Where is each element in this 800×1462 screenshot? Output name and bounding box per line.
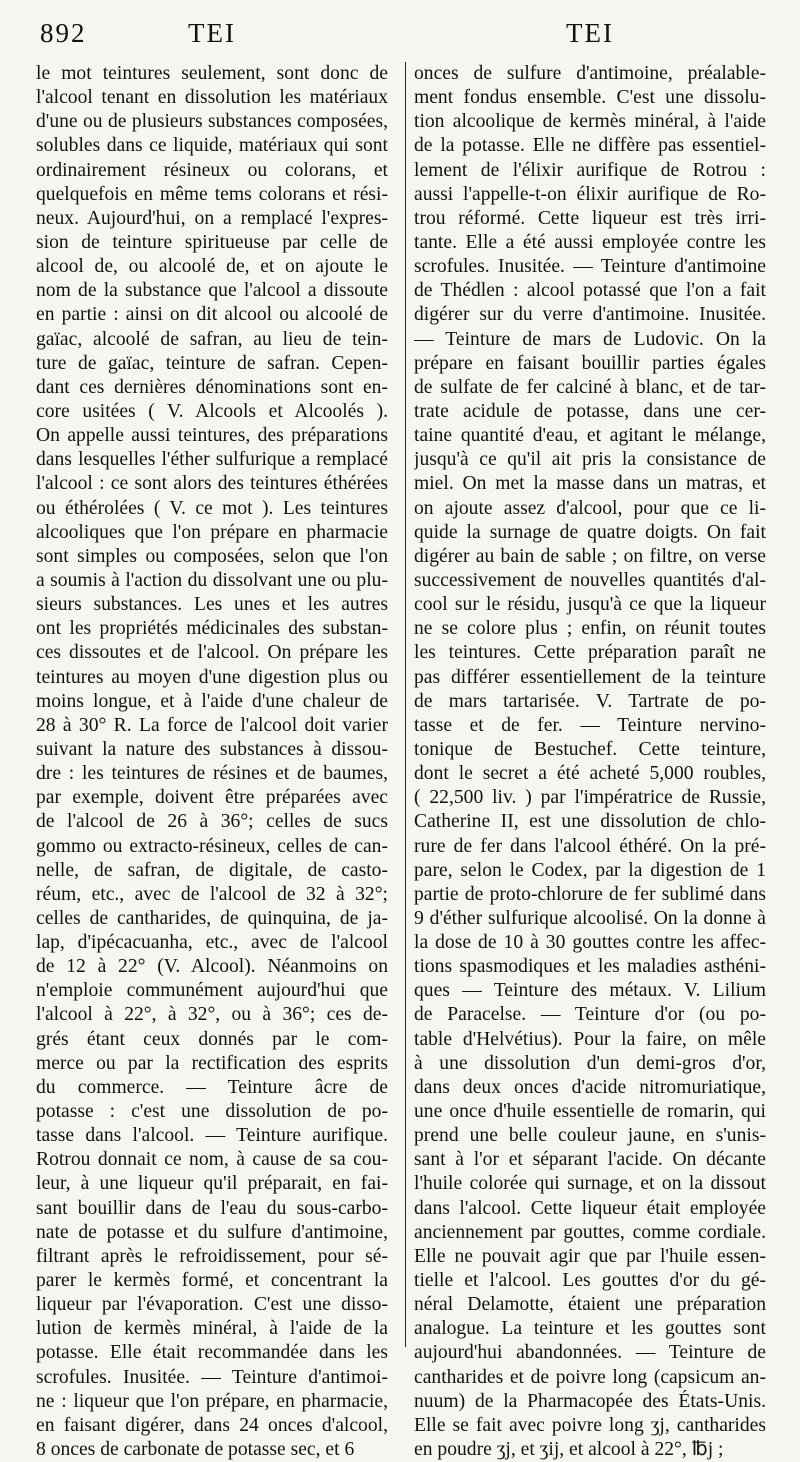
text-line: dont le secret a été acheté 5,000 roubles, [414,763,766,785]
text-line: à une dissolution d'un demi-gros d'or, [414,1052,766,1074]
text-line: trou réformé. Cette liqueur est très irri- [414,207,766,229]
text-line: réum, etc., avec de l'alcool de 32 à 32°; [36,883,388,905]
text-line: 9 d'éther sulfurique alcoolisé. On la donne à [414,907,766,929]
text-line: en partie : ainsi on dit alcool ou alcoolé de [36,304,388,326]
text-line: potasse. Elle était recommandée dans les [36,1342,388,1364]
text-line: aussi l'appelle-t-on élixir aurifique de Ro- [414,183,766,205]
text-line: alcool de, ou alcoolé de, et on ajoute le [36,256,388,278]
text-line: On appelle aussi teintures, des préparations [36,425,388,447]
text-line: dant ces dernières dénominations sont en- [36,376,388,398]
text-line: de Paracelse. — Teinture d'or (ou po- [414,1004,766,1026]
text-line: merce ou par la rectification des esprits [36,1052,388,1074]
page-number: 892 [40,18,87,48]
text-line: dans deux onces d'acide nitromuriatique, [414,1076,766,1098]
text-line: scrofules. Inusitée. — Teinture d'antimoi- [36,1366,388,1388]
text-line: Catherine II, est une dissolution de chlo- [414,811,766,833]
text-line: ou éthérolées ( V. ce mot ). Les teintures [36,497,388,519]
text-line: prépare en faisant bouillir parties égales [414,352,766,374]
text-line: l'alcool à 22°, à 32°, ou à 36°; ces de- [36,1004,388,1026]
text-line: dans lesquelles l'éther sulfurique a remplacé [36,449,388,471]
text-line: ces dissoutes et de l'alcool. On prépare les [36,642,388,664]
text-line: tielle et l'alcool. Les gouttes d'or du gé- [414,1270,766,1292]
text-line: gaïac, alcoolé de safran, au lieu de tein- [36,328,388,350]
text-line: ont les propriétés médicinales des substan- [36,618,388,640]
text-line: ques — Teinture des métaux. V. Lilium [414,980,766,1002]
text-line: ( 22,500 liv. ) par l'impératrice de Russie, [414,787,766,809]
text-line: successivement de nouvelles quantités d'al- [414,569,766,591]
text-line: l'huile colorée qui surnage, et on la dissout [414,1173,766,1195]
text-line: suivant la nature des substances à dissou- [36,738,388,760]
text-line: liqueur par l'évaporation. C'est une disso- [36,1294,388,1316]
left-text-column [36,62,388,1462]
text-line: neux. Aujourd'hui, on a remplacé l'expres- [36,207,388,229]
text-line: tasse dans l'alcool. — Teinture aurifique. [36,1125,388,1147]
text-line: moins longue, et à l'aide d'une chaleur de [36,690,388,712]
text-line: la dose de 10 à 30 gouttes contre les affec- [414,932,766,954]
text-line: taine quantité d'eau, et agitant le mélange, [414,425,766,447]
text-line: gommo ou extracto-résineux, celles de can- [36,835,388,857]
text-line: de l'alcool de 26 à 36°; celles de sucs [36,811,388,833]
text-line: anciennement par gouttes, comme cordiale. [414,1221,766,1243]
text-line: partie de proto-chlorure de fer sublimé dans [414,883,766,905]
text-line: 28 à 30° R. La force de l'alcool doit varier [36,714,388,736]
text-line: leur, à une liqueur qu'il préparait, en fai- [36,1173,388,1195]
text-line: parer le kermès formé, et concentrant la [36,1270,388,1292]
text-line: digérer au bain de sable ; on filtre, on verse [414,545,766,567]
text-line: de mars tartarisée. V. Tartrate de po- [414,690,766,712]
text-line: ture de gaïac, teinture de safran. Cepen- [36,352,388,374]
text-line: le mot teintures seulement, sont donc de [36,63,388,84]
text-line: solubles dans ce liquide, matériaux qui sont [36,135,388,157]
text-line: nelle, de safran, de digitale, de casto- [36,859,388,881]
text-line: lution de kermès minéral, à l'aide de la [36,1318,388,1340]
text-line: sont simples ou composées, selon que l'on [36,545,388,567]
text-line: on ajoute assez d'alcool, pour que ce li- [414,497,766,519]
text-line: grés étant ceux donnés par le com- [36,1028,388,1050]
text-line: d'une ou de plusieurs substances composées, [36,111,388,133]
text-line: ordinairement résineux ou colorans, et [36,159,388,181]
text-line: les teintures. Cette préparation paraît ne [414,642,766,664]
text-line: 8 onces de carbonate de potasse sec, et 6 [36,1439,355,1461]
text-line: Elle ne pouvait agir que par l'huile essen- [414,1245,766,1267]
column-divider [405,62,406,1347]
text-line: de la potasse. Elle ne diffère pas essentiel- [414,135,766,157]
text-line: tasse et de fer. — Teinture nervino- [414,714,766,736]
text-line: aujourd'hui abandonnées. — Teinture de [414,1342,766,1364]
text-line: nate de potasse et du sulfure d'antimoine, [36,1221,388,1243]
text-line: rure de fer dans l'alcool éthéré. On la pré- [414,835,766,857]
text-line: dans l'alcool. Cette liqueur était employée [414,1197,766,1219]
text-line: pas différer essentiellement de la teinture [414,666,766,688]
text-line: en faisant digérer, dans 24 onces d'alcool, [36,1414,388,1436]
right-running-head: TEI [566,18,614,48]
text-line: n'emploie communément aujourd'hui que [36,980,388,1002]
text-line: dre : les teintures de résines et de baumes, [36,763,388,785]
text-line: core usitées ( V. Alcools et Alcoolés ). [36,400,388,422]
right-text-column [414,62,766,1462]
text-line: par exemple, doivent être préparées avec [36,787,388,809]
text-line: nom de la substance que l'alcool a dissoute [36,280,388,302]
text-line: sant bouillir dans de l'eau du sous-carbo- [36,1197,388,1219]
text-line: de 12 à 22° (V. Alcool). Néanmoins on [36,956,388,978]
text-line: trate acidule de potasse, dans une cer- [414,400,766,422]
text-line: onces de sulfure d'antimoine, préalable- [414,63,766,84]
text-line: l'alcool : ce sont alors des teintures éthérées [36,473,388,495]
text-line: sion de teinture spiritueuse par celle de [36,231,388,253]
text-line: potasse : c'est une dissolution de po- [36,1101,388,1123]
text-line: table d'Helvétius). Pour la faire, on mêle [414,1028,766,1050]
text-line: en poudre ʒj, et ʒij, et alcool à 22°, ℔j ; [414,1439,724,1461]
text-line: néral Delamotte, étaient une préparation [414,1294,766,1316]
text-line: de sulfate de fer calciné à blanc, et de tar- [414,376,766,398]
text-line: cool sur le résidu, jusqu'à ce que la liqueur [414,594,766,616]
text-line: ne se colore plus ; enfin, on réunit toutes [414,618,766,640]
text-line: lement de l'élixir aurifique de Rotrou : [414,159,766,181]
text-line: teintures au moyen d'une digestion plus ou [36,666,388,688]
text-line: alcooliques que l'on prépare en pharmacie [36,521,388,543]
text-line: filtrant après le refroidissement, pour sé- [36,1245,388,1267]
text-line: — Teinture de mars de Ludovic. On la [414,328,766,350]
text-line: du commerce. — Teinture âcre de [36,1076,388,1098]
left-running-head: TEI [188,18,236,48]
text-line: sant à l'or et séparant l'acide. On décante [414,1149,766,1171]
text-line: tante. Elle a été aussi employée contre les [414,231,766,253]
text-line: scrofules. Inusitée. — Teinture d'antimoine [414,256,766,278]
text-line: tions spasmodiques et les maladies asthéni- [414,956,766,978]
text-line: tonique de Bestuchef. Cette teinture, [414,738,766,760]
text-line: analogue. La teinture et les gouttes sont [414,1318,766,1340]
text-line: miel. On met la masse dans un matras, et [414,473,766,495]
text-line: cantharides et de poivre long (capsicum an- [414,1366,766,1388]
text-line: jusqu'à ce qu'il ait pris la consistance de [414,449,766,471]
text-line: prend une belle couleur jaune, en s'unis- [414,1125,766,1147]
text-line: a soumis à l'action du dissolvant une ou plu- [36,569,388,591]
text-line: Rotrou donnait ce nom, à cause de sa cou- [36,1149,388,1171]
running-header [0,18,800,58]
text-line: une once d'huile essentielle de romarin, qui [414,1101,766,1123]
text-line: quelquefois en même tems colorans et rési- [36,183,388,205]
text-line: lap, d'ipécacuanha, etc., avec de l'alcool [36,932,388,954]
text-line: quide la surnage de quatre doigts. On fait [414,521,766,543]
text-line: pare, selon le Codex, par la digestion de 1 [414,859,766,881]
text-line: de Thédlen : alcool potassé que l'on a fait [414,280,766,302]
text-line: ne : liqueur que l'on prépare, en pharmacie, [36,1390,388,1412]
text-line: sieurs substances. Les unes et les autres [36,594,388,616]
text-line: digérer sur du verre d'antimoine. Inusitée. [414,304,766,326]
text-line: nuum) de la Pharmacopée des États-Unis. [414,1390,766,1412]
text-line: tion alcoolique de kermès minéral, à l'aide [414,111,766,133]
text-line: celles de cantharides, de quinquina, de ja- [36,907,388,929]
text-line: l'alcool tenant en dissolution les matériaux [36,87,388,109]
text-line: Elle se fait avec poivre long ʒj, cantharides [414,1414,766,1436]
text-line: ment fondus ensemble. C'est une dissolu- [414,87,766,109]
